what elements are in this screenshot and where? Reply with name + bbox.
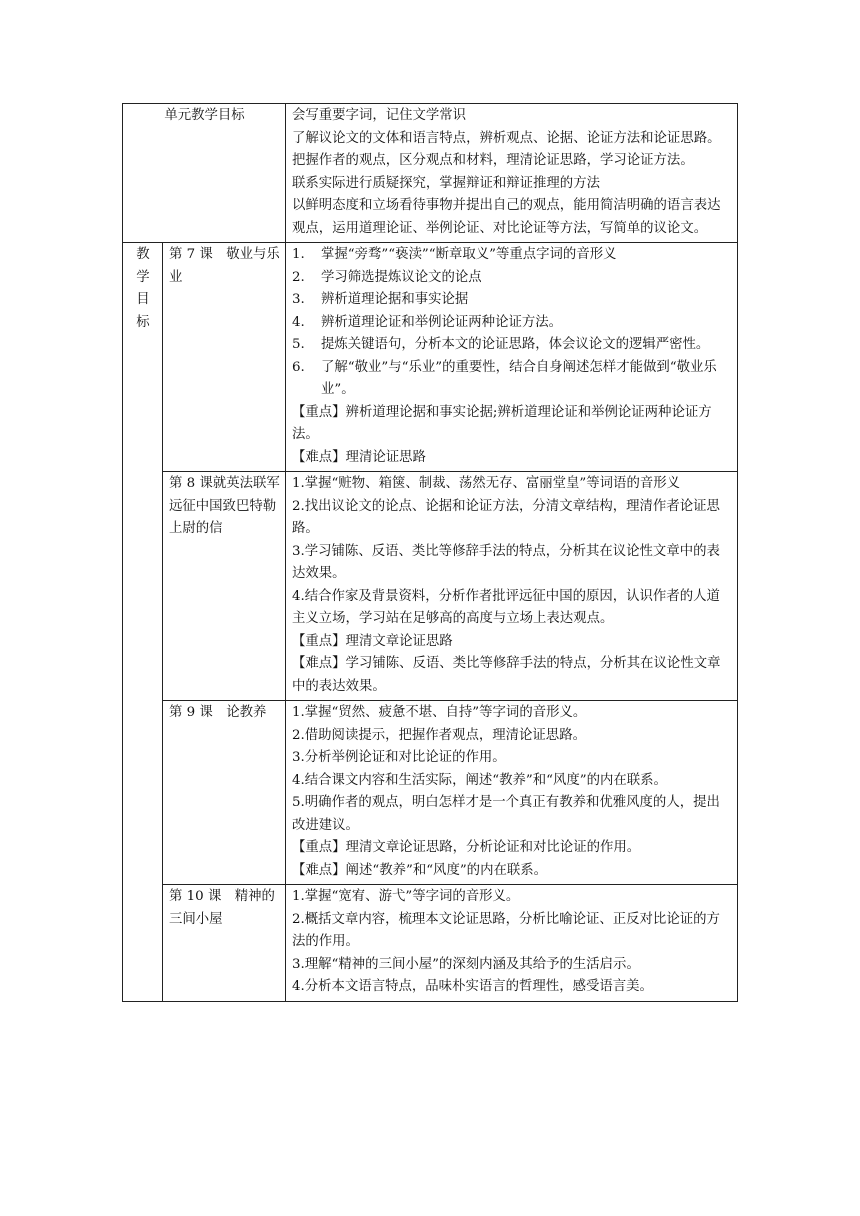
lesson-title: 第 9 课 论教养 [163, 701, 286, 885]
lesson-goals [286, 472, 738, 701]
unit-goal-line: 以鲜明态度和立场看待事物并提出自己的观点，能用简洁明确的语言表达观点，运用道理论证、举例论证、对比论证等方法，写简单的议论文。 [292, 198, 721, 236]
goal-item: 4.结合课文内容和生活实际，阐述“教养”和“风度”的内在联系。 [292, 772, 667, 788]
goal-item: 3.分析举例论证和对比论证的作用。 [292, 750, 506, 765]
lesson-goals [286, 243, 738, 472]
lesson-title: 第 10 课 精神的三间小屋 [163, 885, 286, 1002]
lesson-goals [286, 885, 738, 1002]
unit-goals-content [286, 104, 738, 243]
goal-item: 2.概括文章内容，梳理本文论证思路，分析比喻论证、正反对比论证的方法的作用。 [292, 911, 720, 949]
difficulty-point: 【难点】阐述“教养”和“风度”的内在联系。 [292, 862, 548, 878]
lesson-row-7 [123, 243, 738, 472]
goal-item [292, 244, 732, 267]
goal-text: 辨析道理论证和举例论证两种论证方法。 [321, 314, 563, 330]
goal-text: 学习筛选提炼议论文的论点 [321, 269, 482, 285]
goal-number: 6. [292, 359, 305, 375]
goal-item: 4.结合作家及背景资料，分析作者批评远征中国的原因，认识作者的人道主义立场，学习站在足够高的高度与立场上表达观点。 [292, 588, 720, 626]
goal-text: 了解“敬业”与“乐业”的重要性，结合自身阐述怎样才能做到“敬业乐业”。 [321, 359, 717, 397]
goal-item: 5.明确作者的观点，明白怎样才是一个真正有教养和优雅风度的人，提出改进建议。 [292, 795, 720, 833]
goal-item: 3.理解“精神的三间小屋”的深刻内涵及其给予的生活启示。 [292, 956, 640, 972]
lesson-title: 第 7 课 敬业与乐业 [163, 243, 286, 472]
goal-item [292, 312, 732, 335]
goal-item: 2.找出议论文的论点、论据和论证方法，分清文章结构，理清作者论证思路。 [292, 498, 720, 536]
goal-item: 1.掌握“宽宥、游弋”等字词的音形义。 [292, 889, 520, 904]
side-label-text: 教学目标 [136, 247, 150, 330]
key-point: 【重点】辨析道理论据和事实论据;辨析道理论证和举例论证两种论证方法。 [292, 404, 712, 442]
goal-item: 4.分析本文语言特点，品味朴实语言的哲理性，感受语言美。 [292, 979, 653, 994]
goal-item [292, 357, 732, 402]
goal-text: 掌握“旁骛”“亵渎”“断章取义”等重点字词的音形义 [321, 247, 617, 262]
goal-text: 提炼关键语句，分析本文的论证思路，体会议论文的逻辑严密性。 [321, 337, 710, 352]
unit-goal-line: 联系实际进行质疑探究，掌握辩证和辩证推理的方法 [292, 175, 600, 191]
goal-number: 3. [292, 292, 305, 307]
lesson-goals [286, 701, 738, 885]
goal-item: 1.掌握“赃物、箱箧、制裁、荡然无存、富丽堂皇”等词语的音形义 [292, 476, 681, 491]
difficulty-point: 【难点】学习铺陈、反语、类比等修辞手法的特点，分析其在议论性文章中的表达效果。 [292, 656, 721, 694]
unit-goal-line: 了解议论文的文体和语言特点，辨析观点、论据、论证方法和论证思路。 [292, 130, 721, 146]
key-point: 【重点】理清文章论证思路 [292, 633, 453, 649]
lesson-row-10 [123, 885, 738, 1002]
unit-goals-row [123, 104, 738, 243]
teaching-goals-table [122, 103, 738, 1002]
goal-number: 1. [292, 247, 305, 262]
key-point: 【重点】理清文章论证思路，分析论证和对比论证的作用。 [292, 840, 641, 855]
goal-item [292, 334, 732, 357]
unit-goals-label: 单元教学目标 [123, 104, 286, 243]
goal-text: 辨析道理论据和事实论据 [321, 292, 469, 307]
lesson-title: 第 8 课就英法联军远征中国致巴特勒上尉的信 [163, 472, 286, 701]
goal-item [292, 289, 732, 312]
goal-item: 3.学习铺陈、反语、类比等修辞手法的特点，分析其在议论性文章中的表达效果。 [292, 543, 720, 581]
goal-item [292, 267, 732, 290]
difficulty-point: 【难点】理清论证思路 [292, 449, 426, 465]
unit-goal-line: 会写重要字词，记住文学常识 [292, 108, 467, 123]
goal-item: 2.借助阅读提示，把握作者观点，理清论证思路。 [292, 727, 586, 743]
goal-number: 4. [292, 314, 305, 330]
lesson-row-8 [123, 472, 738, 701]
goal-item: 1.掌握“贸然、疲惫不堪、自持”等字词的音形义。 [292, 705, 587, 720]
goal-number: 5. [292, 337, 305, 352]
lesson-row-9 [123, 701, 738, 885]
unit-goal-line: 把握作者的观点，区分观点和材料，理清论证思路，学习论证方法。 [292, 153, 694, 168]
teaching-goals-side-label [123, 243, 163, 1002]
goal-number: 2. [292, 269, 305, 285]
